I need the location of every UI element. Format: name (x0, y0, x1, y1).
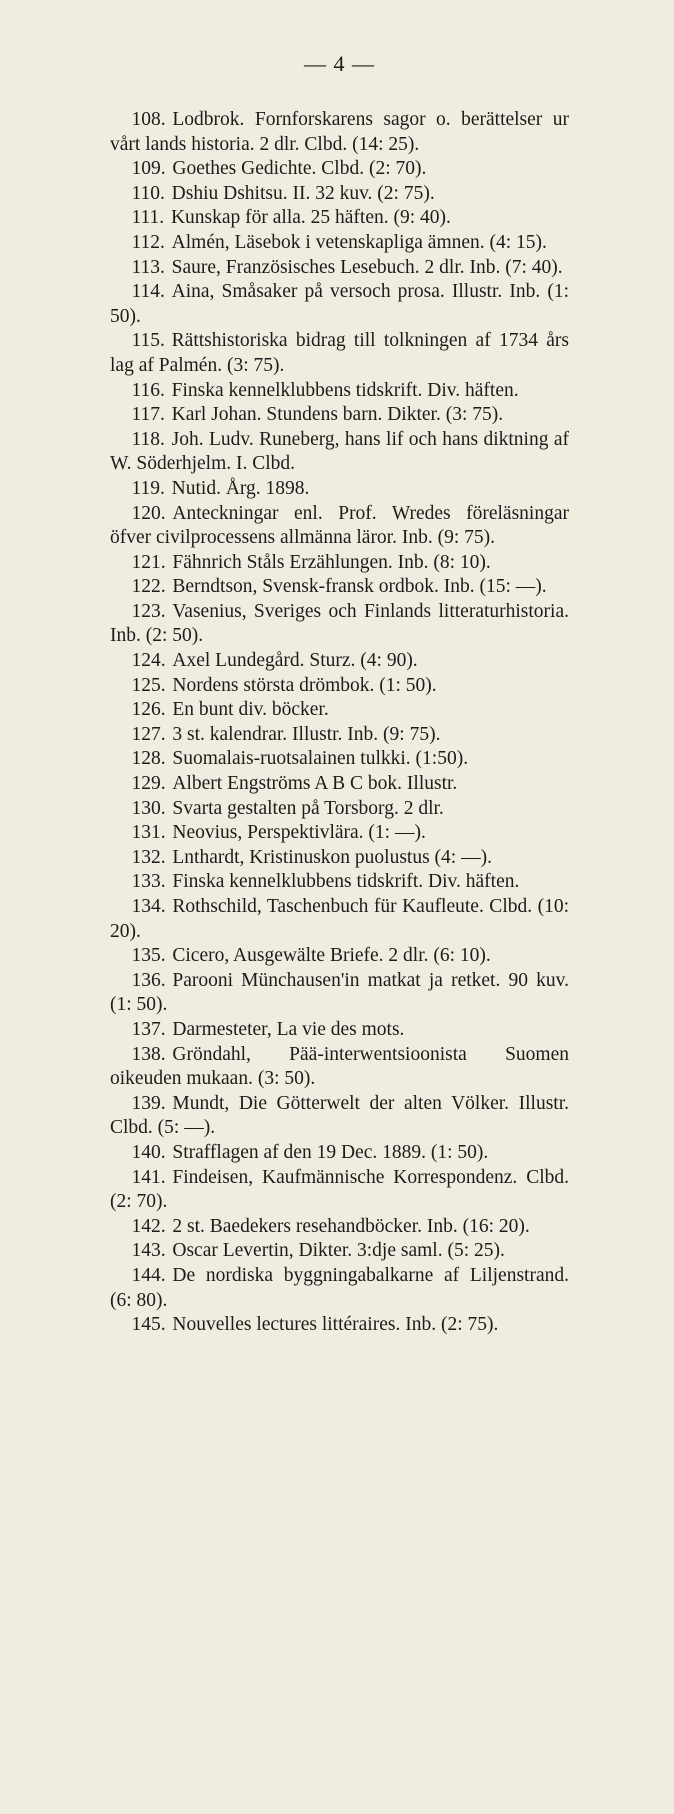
entry-number: 145. (131, 1314, 166, 1336)
catalogue-entry (110, 1239, 569, 1264)
entry-text: Mundt, Die Götterwelt der alten Völker. Illustr. Clbd. (5: —). (110, 1092, 569, 1139)
entry-number: 123. (131, 600, 166, 622)
entry-number: 119. (131, 477, 165, 499)
entry-text: Nutid. Årg. 1898. (171, 477, 310, 499)
entry-text: Rättshistoriska bidrag till tolkningen af 1734 års lag af Palmén. (3: 75). (110, 330, 569, 376)
catalogue-entry (110, 969, 569, 1018)
catalogue-entry (110, 649, 569, 674)
entry-number: 118. (131, 428, 165, 450)
entry-number: 113. (131, 256, 165, 278)
entry-number: 134. (131, 896, 166, 917)
entry-number: 132. (131, 846, 166, 868)
entry-text: Kunskap för alla. 25 häften. (9: 40). (170, 207, 451, 229)
catalogue-entry (110, 182, 569, 207)
entry-text: Gröndahl, Pää-interwentsioonista Suomen oikeuden mukaan. (3: 50). (110, 1043, 569, 1090)
catalogue-entry (110, 944, 569, 969)
catalogue-entry (110, 1043, 569, 1092)
entry-number: 110. (131, 182, 165, 204)
entry-text: Dshiu Dshitsu. II. 32 kuv. (2: 75). (171, 182, 435, 204)
entry-text: Anteckningar enl. Prof. Wredes föreläsningar öfver civilprocessens allmänna läror. Inb. (9: 75). (110, 502, 569, 549)
entry-text: En bunt div. böcker. (172, 699, 329, 721)
catalogue-entry (110, 1215, 569, 1240)
catalogue-entry (110, 821, 569, 846)
entry-text: Fähnrich Ståls Erzählungen. Inb. (8: 10). (172, 551, 491, 573)
entry-text: Axel Lundegård. Sturz. (4: 90). (172, 650, 418, 672)
entry-number: 127. (131, 723, 166, 745)
catalogue-entry (110, 256, 569, 281)
entry-number: 143. (131, 1240, 166, 1262)
entry-text: Findeisen, Kaufmännische Korrespondenz. Clbd. (2: 70). (110, 1166, 569, 1213)
entry-text: 2 st. Baedekers resehandböcker. Inb. (16: 20). (172, 1215, 530, 1237)
entry-number: 133. (131, 871, 166, 893)
catalogue-entry (110, 846, 569, 871)
catalogue-entry (110, 575, 569, 600)
entry-text: Neovius, Perspektivlära. (1: —). (172, 822, 426, 844)
catalogue-entry (110, 280, 569, 329)
page-number: — 4 — (304, 51, 375, 76)
catalogue-entry (110, 1166, 569, 1215)
catalogue-entry (110, 1141, 569, 1166)
entry-number: 111. (131, 207, 165, 229)
entry-number: 114. (131, 281, 165, 303)
entry-text: Cicero, Ausgewälte Briefe. 2 dlr. (6: 10). (172, 945, 491, 967)
catalogue-entry (110, 600, 569, 649)
entry-number: 131. (131, 822, 166, 844)
entry-number: 137. (131, 1018, 166, 1040)
entry-number: 120. (131, 502, 166, 524)
catalogue-entry (110, 895, 569, 944)
entry-text: 3 st. kalendrar. Illustr. Inb. (9: 75). (172, 723, 441, 745)
entry-number: 122. (131, 576, 166, 598)
entry-text: Finska kennelklubbens tidskrift. Div. häften. (171, 379, 519, 401)
entry-number: 139. (131, 1092, 166, 1114)
entry-text: Vasenius, Sveriges och Finlands litteraturhistoria. Inb. (2: 50). (110, 600, 569, 647)
catalogue-entry (110, 403, 569, 428)
entry-text: Almén, Läsebok i vetenskapliga ämnen. (4: 15). (171, 231, 547, 253)
catalogue-entry (110, 698, 569, 723)
catalogue-entry (110, 1313, 569, 1338)
entry-text: Albert Engströms A B C bok. Illustr. (172, 773, 458, 795)
entry-number: 116. (131, 379, 165, 401)
entry-number: 141. (131, 1166, 166, 1188)
entry-number: 108. (131, 109, 166, 130)
catalogue-entry (110, 329, 569, 378)
entry-number: 135. (131, 945, 166, 967)
catalogue-entry (110, 747, 569, 772)
catalogue-entry (110, 502, 569, 551)
entry-text: Lnthardt, Kristinuskon puolustus (4: —). (172, 846, 492, 868)
catalogue-entry (110, 1092, 569, 1141)
entry-text: Darmesteter, La vie des mots. (172, 1018, 405, 1040)
entry-text: Lodbrok. Fornforskarens sagor o. berättelser ur vårt lands historia. 2 dlr. Clbd. (14: 25). (110, 109, 569, 155)
entry-text: Nordens största drömbok. (1: 50). (172, 674, 437, 696)
entry-text: De nordiska byggningabalkarne af Liljenstrand. (6: 80). (110, 1264, 569, 1311)
entry-text: Joh. Ludv. Runeberg, hans lif och hans diktning af W. Söderhjelm. I. Clbd. (110, 428, 569, 475)
entry-number: 130. (131, 797, 166, 819)
entry-text: Strafflagen af den 19 Dec. 1889. (1: 50). (172, 1141, 489, 1163)
catalogue-list (110, 108, 569, 1338)
catalogue-entry (110, 674, 569, 699)
entry-number: 115. (131, 330, 165, 352)
entry-text: Suomalais-ruotsalainen tulkki. (1:50). (172, 748, 469, 770)
entry-text: Rothschild, Taschenbuch für Kaufleute. Clbd. (10: 20). (110, 896, 569, 942)
entry-text: Finska kennelklubbens tidskrift. Div. häften. (172, 871, 520, 893)
entry-text: Karl Johan. Stundens barn. Dikter. (3: 75). (171, 404, 504, 426)
catalogue-entry (110, 428, 569, 477)
entry-number: 129. (131, 773, 166, 795)
entry-number: 138. (131, 1043, 166, 1065)
catalogue-entry (110, 772, 569, 797)
entry-number: 128. (131, 748, 166, 770)
catalogue-entry (110, 477, 569, 502)
catalogue-entry (110, 157, 569, 182)
catalogue-entry (110, 723, 569, 748)
entry-text: Svarta gestalten på Torsborg. 2 dlr. (172, 797, 444, 819)
catalogue-entry (110, 870, 569, 895)
entry-number: 121. (131, 551, 166, 573)
entry-text: Berndtson, Svensk-fransk ordbok. Inb. (15: —). (172, 576, 547, 598)
entry-number: 136. (131, 969, 166, 991)
catalogue-entry (110, 379, 569, 404)
catalogue-entry (110, 797, 569, 822)
catalogue-entry (110, 108, 569, 157)
entry-text: Saure, Französisches Lesebuch. 2 dlr. Inb. (7: 40). (171, 256, 563, 278)
entry-number: 126. (131, 699, 166, 721)
entry-text: Parooni Münchausen'in matkat ja retket. 90 kuv. (1: 50). (110, 969, 569, 1016)
entry-text: Goethes Gedichte. Clbd. (2: 70). (172, 158, 427, 180)
catalogue-entry (110, 1018, 569, 1043)
catalogue-entry (110, 206, 569, 231)
entry-text: Oscar Levertin, Dikter. 3:dje saml. (5: 25). (172, 1240, 505, 1262)
entry-text: Aina, Småsaker på versoch prosa. Illustr. Inb. (1: 50). (110, 281, 569, 327)
entry-number: 144. (131, 1264, 166, 1286)
entry-number: 112. (131, 231, 165, 253)
entry-number: 124. (131, 650, 166, 672)
catalogue-entry (110, 231, 569, 256)
catalogue-entry (110, 551, 569, 576)
entry-text: Nouvelles lectures littéraires. Inb. (2: 75). (172, 1314, 499, 1336)
entry-number: 142. (131, 1215, 166, 1237)
entry-number: 125. (131, 674, 166, 696)
entry-number: 140. (131, 1141, 166, 1163)
entry-number: 117. (131, 404, 165, 426)
catalogue-entry (110, 1264, 569, 1313)
entry-number: 109. (131, 158, 166, 180)
